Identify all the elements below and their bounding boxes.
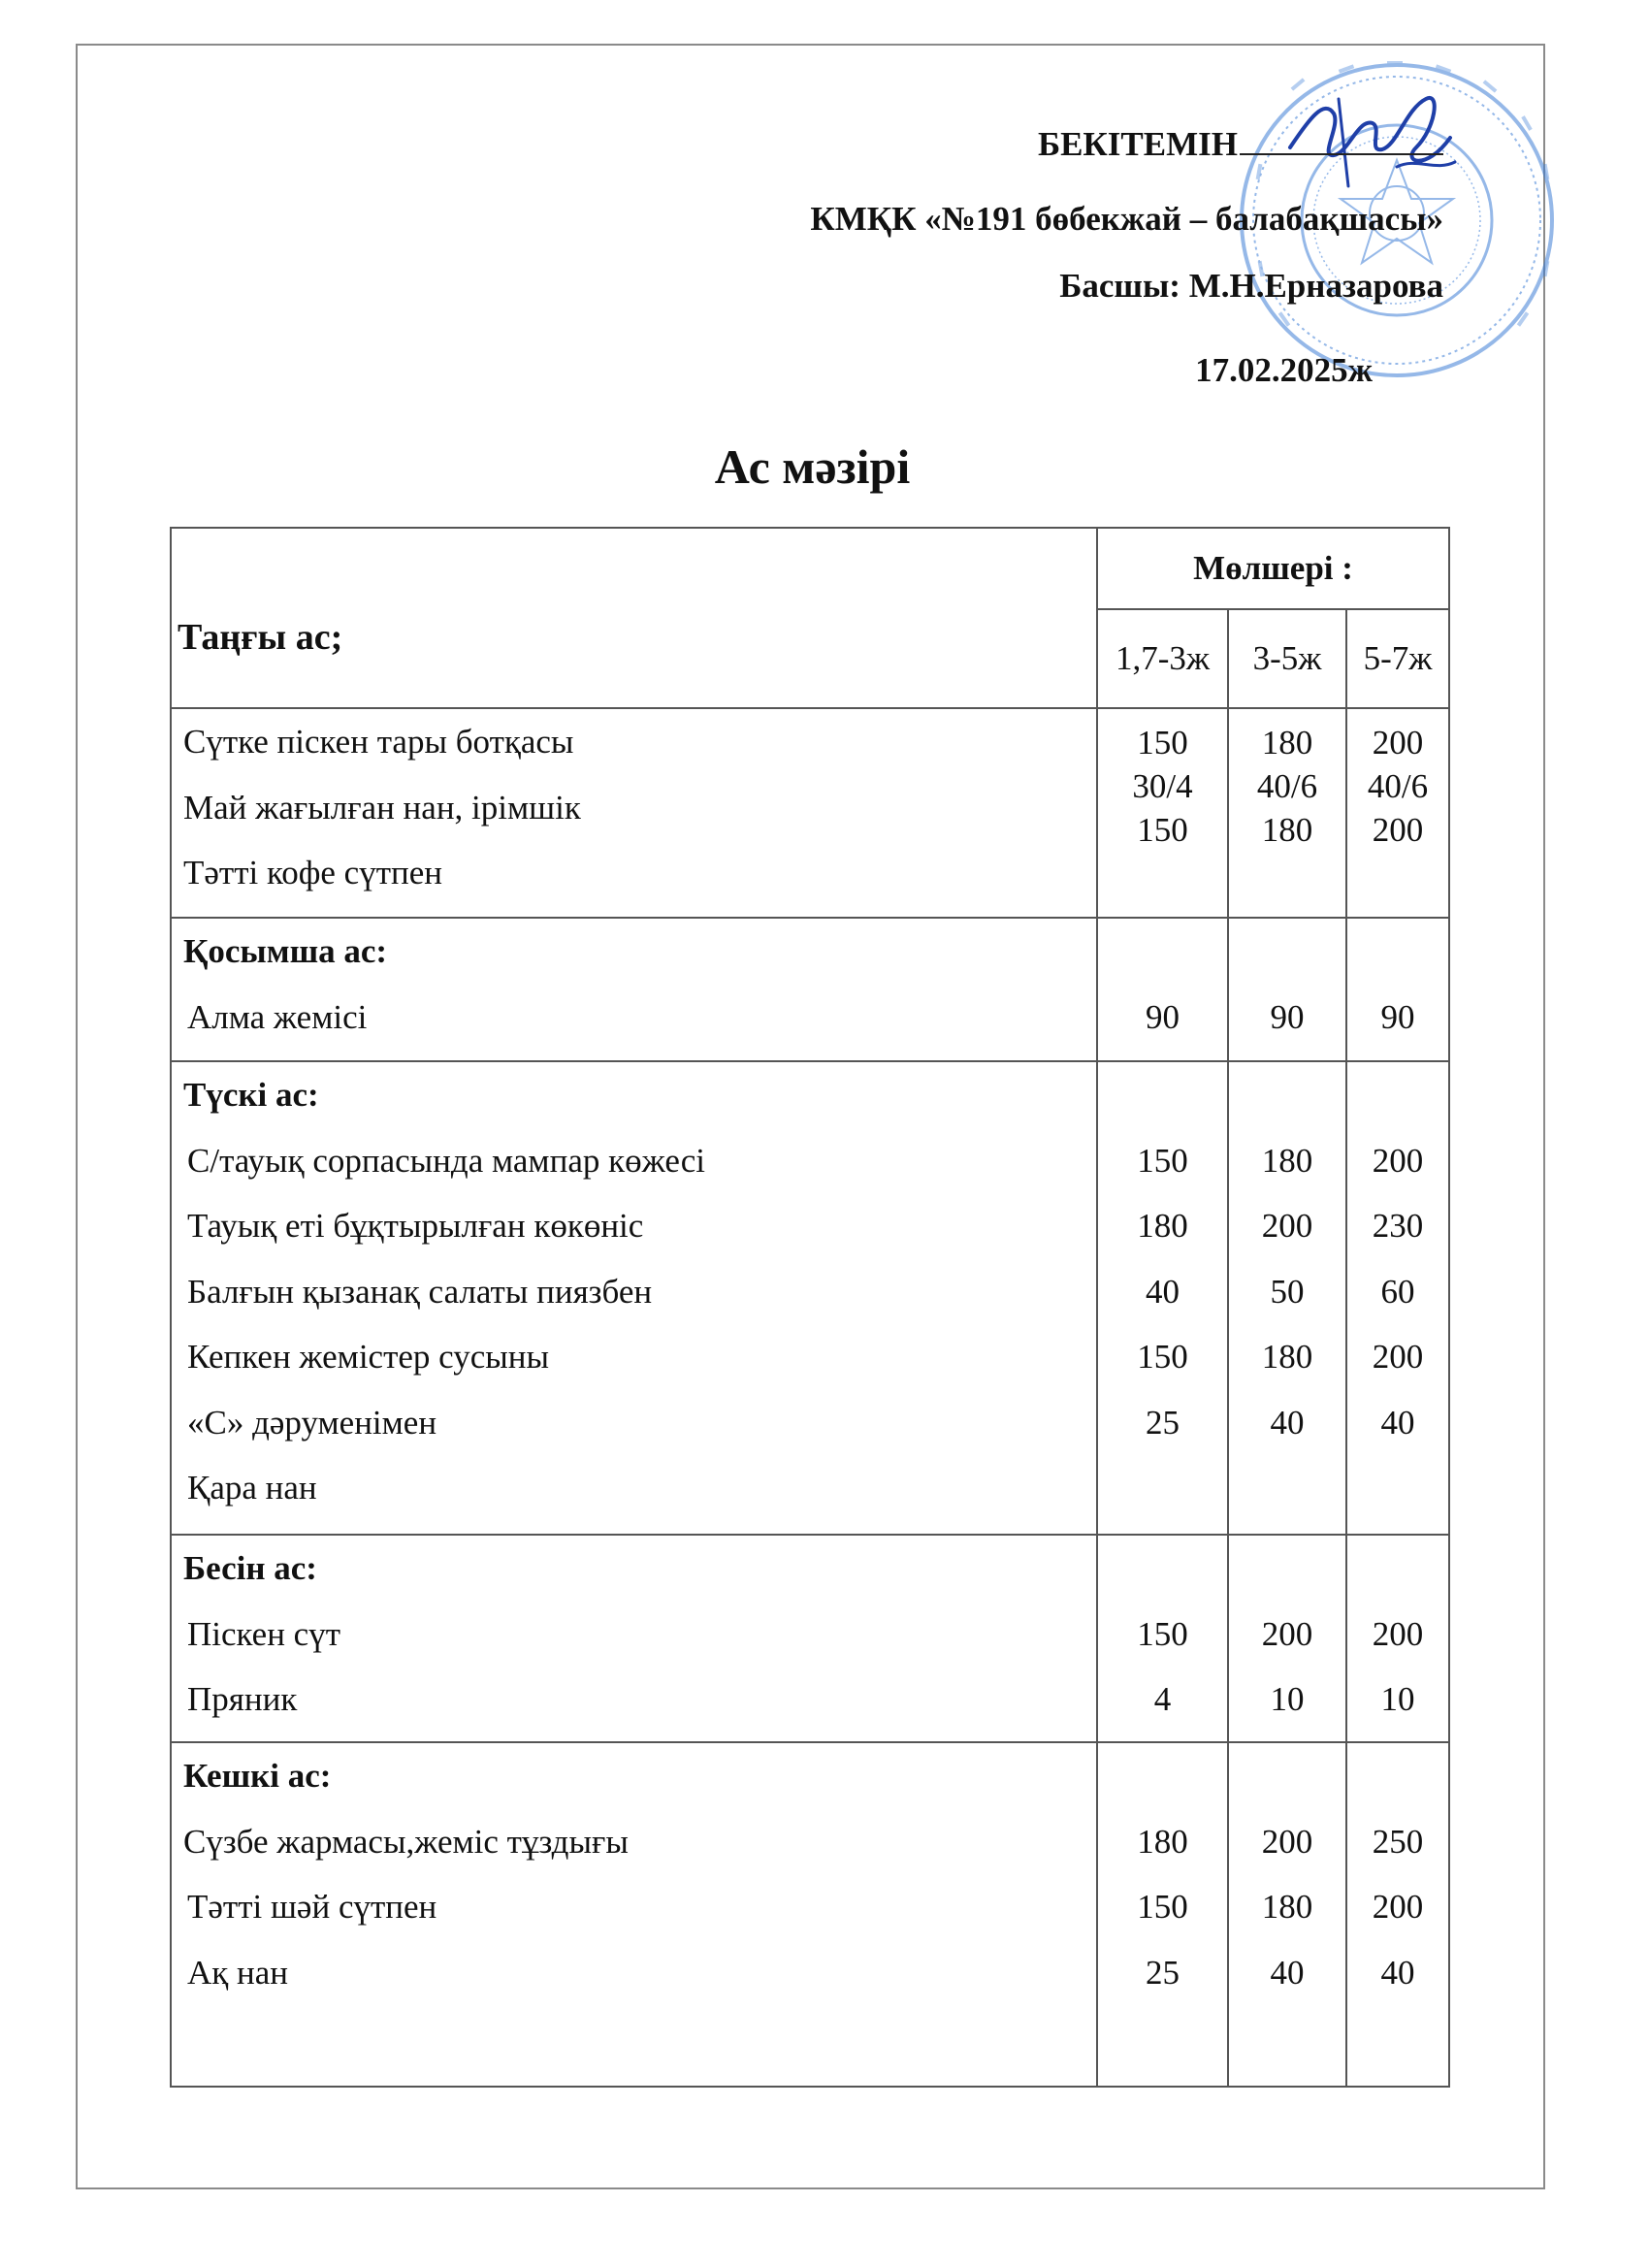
value-cell: 180 (1261, 1338, 1313, 1376)
approve-label: БЕКІТЕМІН (1037, 125, 1238, 163)
afternoon-values-age3 (1346, 1535, 1449, 1742)
menu-item: Сүзбе жармасы,жеміс тұздығы (183, 1822, 629, 1861)
breakfast-values-age1 (1097, 708, 1228, 918)
value-cell: 180 (1261, 811, 1313, 849)
menu-item: Пряник (187, 1680, 298, 1718)
age-group-1: 1,7-3ж (1097, 609, 1228, 708)
organization-name: КМҚК «№191 бөбекжай – балабақшасы» (810, 200, 1443, 238)
lunch-values-age2 (1228, 1061, 1346, 1535)
menu-item: Қара нан (187, 1469, 317, 1507)
age-group-2: 3-5ж (1228, 609, 1346, 708)
value-cell: 90 (1270, 997, 1305, 1036)
section-snack (171, 918, 1449, 1061)
section-dinner (171, 1742, 1449, 2087)
value-cell: 150 (1137, 811, 1188, 849)
value-cell: 200 (1261, 1207, 1313, 1245)
value-cell: 200 (1372, 724, 1424, 761)
value-cell: 90 (1146, 997, 1180, 1036)
menu-item: «С» дәруменімен (187, 1403, 437, 1442)
snack-values-age2 (1228, 918, 1346, 1061)
value-cell: 150 (1137, 1141, 1188, 1180)
value-cell: 180 (1261, 1141, 1313, 1180)
menu-item: С/тауық сорпасында мампар көжесі (187, 1141, 705, 1180)
breakfast-values-age2 (1228, 708, 1346, 918)
approval-date: 17.02.2025ж (1195, 351, 1373, 389)
menu-item: Алма жемісі (187, 997, 368, 1036)
value-cell: 150 (1137, 724, 1188, 761)
section-title: Бесін ас: (183, 1549, 317, 1587)
value-cell: 40 (1146, 1272, 1180, 1311)
value-cell: 25 (1146, 1403, 1180, 1442)
value-cell: 200 (1261, 1822, 1313, 1861)
afternoon-items (171, 1535, 1097, 1742)
value-cell: 10 (1380, 1680, 1415, 1718)
value-cell: 90 (1380, 997, 1415, 1036)
value-cell: 200 (1372, 1614, 1424, 1653)
value-cell: 180 (1261, 1888, 1313, 1926)
section-title: Кешкі ас: (183, 1757, 332, 1795)
menu-item: Сүтке піскен тары ботқасы (183, 723, 574, 761)
value-cell: 180 (1137, 1207, 1188, 1245)
value-cell: 40 (1270, 1403, 1305, 1442)
value-cell: 200 (1372, 1141, 1424, 1180)
dinner-values-age3 (1346, 1742, 1449, 2087)
snack-values-age1 (1097, 918, 1228, 1061)
page-title: Ас мәзірі (714, 439, 911, 494)
amount-header: Мөлшері : (1097, 528, 1449, 609)
value-cell: 40/6 (1256, 767, 1318, 805)
menu-item: Май жағылған нан, ірімшік (183, 788, 581, 826)
dinner-items (171, 1742, 1097, 2087)
value-cell: 180 (1261, 724, 1313, 761)
breakfast-items (171, 708, 1097, 918)
menu-item: Піскен сүт (187, 1614, 341, 1653)
value-cell: 40 (1380, 1953, 1415, 1992)
menu-table (170, 527, 1450, 2088)
value-cell: 30/4 (1132, 767, 1193, 805)
menu-item: Балғын қызанақ салаты пиязбен (187, 1272, 653, 1311)
section-lunch (171, 1061, 1449, 1535)
lunch-values-age3 (1346, 1061, 1449, 1535)
approval-line (1038, 124, 1443, 164)
lunch-values-age1 (1097, 1061, 1228, 1535)
menu-item: Тәтті шәй сүтпен (187, 1888, 437, 1926)
value-cell: 250 (1372, 1822, 1424, 1861)
head-name: Басшы: М.Н.Ерназарова (1059, 267, 1443, 305)
value-cell: 50 (1270, 1272, 1305, 1311)
menu-item: Тәтті кофе сүтпен (183, 854, 442, 891)
value-cell: 150 (1137, 1338, 1188, 1376)
section-title: Түскі ас: (183, 1076, 319, 1114)
value-cell: 200 (1372, 1888, 1424, 1926)
dinner-values-age1 (1097, 1742, 1228, 2087)
section-afternoon-snack (171, 1535, 1449, 1742)
afternoon-values-age2 (1228, 1535, 1346, 1742)
snack-values-age3 (1346, 918, 1449, 1061)
menu-item: Кепкен жемістер сусыны (187, 1338, 550, 1376)
signature-line (1240, 124, 1443, 155)
value-cell: 200 (1372, 1338, 1424, 1376)
value-cell: 150 (1137, 1888, 1188, 1926)
value-cell: 200 (1261, 1614, 1313, 1653)
section-breakfast (171, 708, 1449, 918)
value-cell: 4 (1153, 1680, 1172, 1718)
value-cell: 200 (1372, 811, 1424, 849)
menu-item: Ақ нан (187, 1953, 289, 1992)
breakfast-header: Таңғы ас; (171, 528, 1097, 708)
afternoon-values-age1 (1097, 1535, 1228, 1742)
value-cell: 150 (1137, 1614, 1188, 1653)
value-cell: 230 (1372, 1207, 1424, 1245)
age-group-3: 5-7ж (1346, 609, 1449, 708)
value-cell: 180 (1137, 1822, 1188, 1861)
value-cell: 25 (1146, 1953, 1180, 1992)
value-cell: 60 (1380, 1272, 1415, 1311)
value-cell: 10 (1270, 1680, 1305, 1718)
lunch-items (171, 1061, 1097, 1535)
value-cell: 40 (1270, 1953, 1305, 1992)
breakfast-values-age3 (1346, 708, 1449, 918)
snack-items (171, 918, 1097, 1061)
value-cell: 40 (1380, 1403, 1415, 1442)
section-title: Қосымша ас: (183, 932, 388, 970)
dinner-values-age2 (1228, 1742, 1346, 2087)
menu-item: Тауық еті бұқтырылған көкөніс (187, 1207, 644, 1245)
value-cell: 40/6 (1367, 767, 1429, 805)
